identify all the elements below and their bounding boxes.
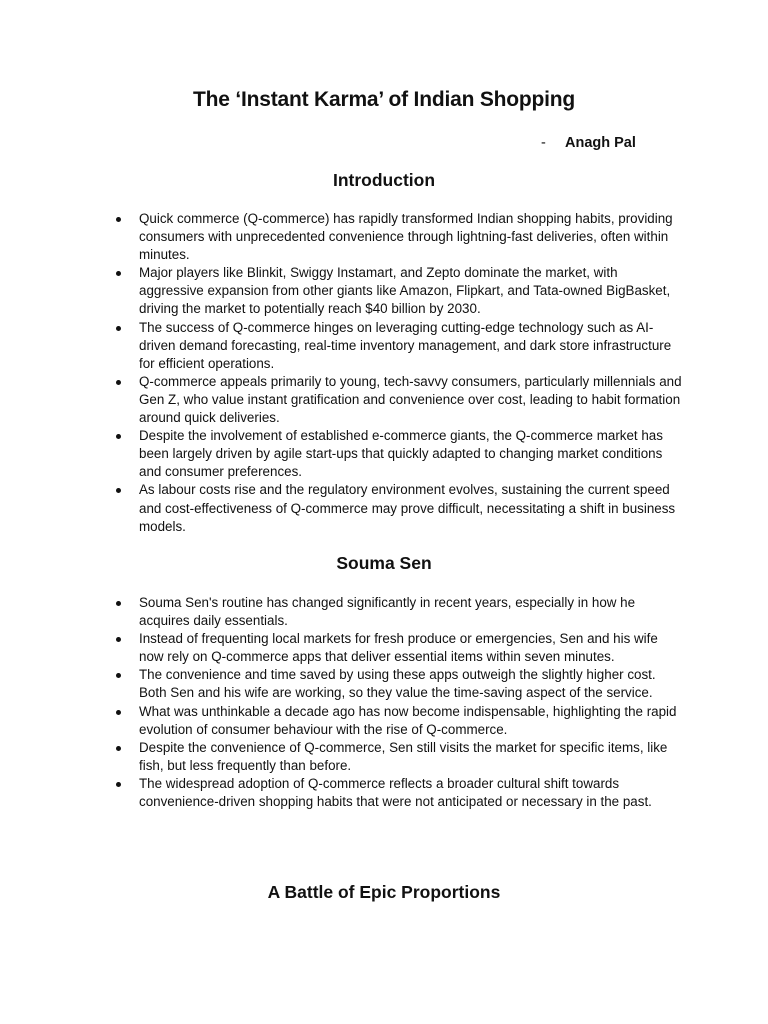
list-item [112, 630, 682, 666]
list-item [112, 703, 682, 739]
bullet-icon [116, 710, 121, 715]
list-item [112, 210, 682, 264]
bullet-icon [116, 782, 121, 787]
bullet-icon [116, 637, 121, 642]
list-item-text: Q-commerce appeals primarily to young, tech-savvy consumers, particularly millennials and Gen Z, who value instant gratification and convenience over cost, leading to habit formation around quick deliveries. [139, 373, 682, 426]
list-item-text: The convenience and time saved by using these apps outweigh the slightly higher cost. Both Sen and his wife are working, so they value the time-saving aspect of the service. [139, 667, 656, 701]
list-item-text: Despite the involvement of established e-commerce giants, the Q-commerce market has been largely driven by agile start-ups that quickly adapted to changing market conditions and consumer preferences. [139, 428, 663, 480]
list-item [112, 319, 682, 373]
section-heading-battle: A Battle of Epic Proportions [267, 882, 501, 902]
list-item [112, 373, 682, 427]
list-item [112, 594, 682, 630]
section-heading-souma-sen: Souma Sen [336, 553, 432, 573]
list-item-text: The success of Q-commerce hinges on leveraging cutting-edge technology such as AI-driven demand forecasting, real-time inventory management, and dark store infrastructure for efficient operations. [139, 319, 672, 371]
bullet-icon [116, 380, 121, 385]
bullet-icon [116, 326, 121, 331]
list-item [112, 427, 682, 481]
bullet-icon [116, 601, 121, 606]
bullet-icon [116, 488, 121, 493]
bullet-icon [116, 271, 121, 276]
list-item-text: Instead of frequenting local markets for fresh produce or emergencies, Sen and his wife now rely on Q-commerce apps that deliver essential items within seven minutes. [139, 631, 658, 665]
bullet-icon [116, 217, 121, 222]
list-item-text: Despite the convenience of Q-commerce, Sen still visits the market for specific items, like fish, but less frequently than before. [139, 739, 668, 773]
author-line [541, 135, 636, 151]
bullet-icon [116, 673, 121, 678]
list-item [112, 739, 682, 775]
author-name: Anagh Pal [565, 135, 636, 151]
list-item [112, 481, 682, 535]
list-item-text: The widespread adoption of Q-commerce reflects a broader cultural shift towards convenience-driven shopping habits that were not anticipated or necessary in the past. [139, 775, 652, 810]
list-item [112, 775, 682, 811]
list-item-text: What was unthinkable a decade ago has now become indispensable, highlighting the rapid evolution of consumer behaviour with the rise of Q-commerce. [139, 703, 677, 737]
document-title: The ‘Instant Karma’ of Indian Shopping [192, 88, 576, 111]
section-heading-introduction: Introduction [332, 170, 436, 190]
list-item [112, 264, 682, 318]
list-item-text: Souma Sen's routine has changed significantly in recent years, especially in how he acquires daily essentials. [139, 595, 636, 629]
list-item-text: Quick commerce (Q-commerce) has rapidly transformed Indian shopping habits, providing consumers with unprecedented convenience through lightning-fast deliveries, often within minutes. [139, 211, 673, 263]
souma-sen-bullet-list [112, 594, 682, 811]
bullet-icon [116, 746, 121, 751]
introduction-bullet-list [112, 210, 682, 536]
list-item-text: Major players like Blinkit, Swiggy Instamart, and Zepto dominate the market, with aggressive expansion from other giants like Amazon, Flipkart, and Tata-owned BigBasket, driving the market to potentially reach $40 billion by 2030. [139, 265, 671, 317]
bullet-icon [116, 434, 121, 439]
author-dash: - [541, 135, 546, 151]
list-item-text: As labour costs rise and the regulatory environment evolves, sustaining the current speed and cost-effectiveness of Q-commerce may prove difficult, necessitating a shift in business models. [139, 482, 676, 534]
list-item [112, 666, 682, 702]
